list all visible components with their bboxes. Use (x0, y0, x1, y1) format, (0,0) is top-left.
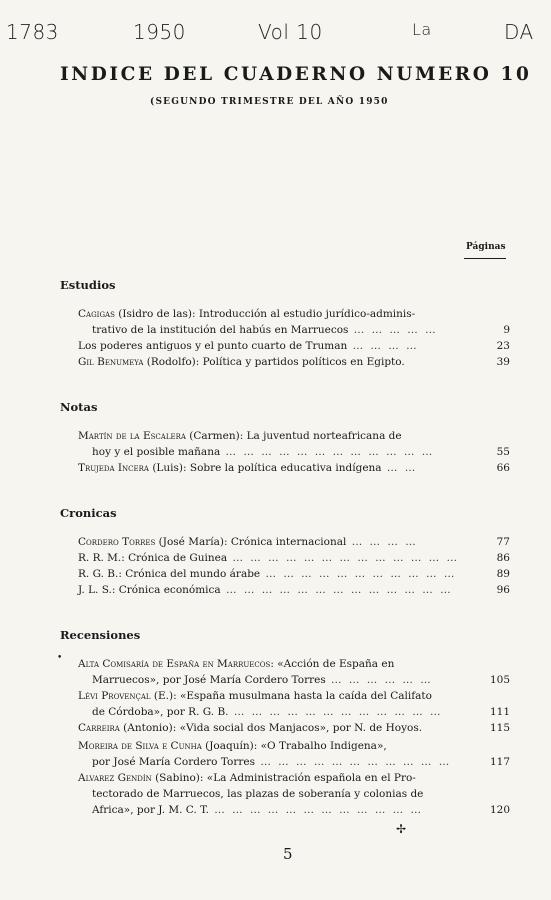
entry-text: hoy y el posible mañana (92, 446, 221, 458)
toc-entry (78, 550, 510, 566)
leader-dots: … … … … … … … … … … … … (220, 446, 435, 458)
toc-entry-line (78, 460, 510, 476)
page-ref: 96 (496, 584, 510, 596)
entry-text: Carreira (Antonio): «Vida social dos Manjacos», por N. de Hoyos. (78, 722, 423, 734)
toc-entry-line (78, 656, 510, 672)
toc-entry-line (78, 786, 510, 802)
handwritten-note-2: 1950 (133, 20, 186, 44)
page-ref: 111 (489, 706, 510, 718)
page-ref: 86 (496, 552, 510, 564)
toc-entry (78, 656, 510, 688)
toc-entry-line (78, 444, 510, 460)
entry-text: trativo de la institución del habús en Marruecos (92, 324, 349, 336)
page-ref: 77 (496, 536, 510, 548)
toc-entry (78, 566, 510, 582)
toc-entry (78, 688, 510, 720)
toc-entry (78, 428, 510, 460)
toc-entry-line (78, 754, 510, 770)
ink-mark: ✢ (396, 822, 407, 836)
page-ref: 105 (489, 674, 510, 686)
leader-dots: … … … … (346, 536, 418, 548)
entry-text: Gil Benumeya (Rodolfo): Política y partidos políticos en Egipto. (78, 356, 405, 368)
toc-entry-line (78, 738, 510, 754)
toc-entry-line (78, 338, 510, 354)
page-ref: 120 (489, 804, 510, 816)
page-ref: 39 (496, 356, 510, 368)
toc-entry (78, 738, 510, 770)
handwritten-note-5: DA (504, 20, 534, 44)
entry-text: J. L. S.: Crónica económica (78, 584, 221, 596)
entry-text: Martín de la Escalera (Carmen): La juventud norteafricana de (78, 430, 402, 442)
page-number: 5 (283, 845, 293, 863)
toc-entry-line (78, 720, 510, 736)
leader-dots: … … … … (347, 340, 419, 352)
toc-entry-line (78, 704, 510, 720)
entry-text: Cordero Torres (José María): Crónica internacional (78, 536, 347, 548)
page-ref: 117 (489, 756, 510, 768)
entry-text: Trujeda Incera (Luis): Sobre la política educativa indígena (78, 462, 382, 474)
toc-entry (78, 306, 510, 338)
entry-text: Cagigas (Isidro de las): Introducción al estudio jurídico-adminis- (78, 308, 416, 320)
section-heading: Recensiones (60, 628, 141, 642)
entry-text: Los poderes antiguos y el punto cuarto de Truman (78, 340, 348, 352)
entry-text: tectorado de Marruecos, las plazas de soberanía y colonias de (92, 788, 424, 800)
entry-text: Marruecos», por José María Cordero Torres (92, 674, 326, 686)
toc-entry-line (78, 306, 510, 322)
toc-entry (78, 460, 510, 476)
section-heading: Cronicas (60, 506, 117, 520)
toc-entry (78, 770, 510, 818)
toc-entry-line (78, 770, 510, 786)
leader-dots: … … … … … … (325, 674, 433, 686)
toc-entry-line (78, 322, 510, 338)
page-ref: 23 (496, 340, 510, 352)
page-ref: 115 (489, 722, 510, 734)
toc-entry-line (78, 428, 510, 444)
page-ref: 66 (496, 462, 510, 474)
leader-dots: … … … … … … … … … … … (255, 756, 452, 768)
entry-text: Lévi Provençal (E.): «España musulmana hasta la caída del Califato (78, 690, 432, 702)
leader-dots: … … … … … … … … … … … (260, 568, 457, 580)
leader-dots: … … … … … … … … … … … … … (227, 552, 460, 564)
entry-text: Moreira de Silva e Cunha (Joaquín): «O Trabalho Indigena», (78, 740, 387, 752)
handwritten-note-4: La (412, 20, 432, 39)
entry-text: Africa», por J. M. C. T. (92, 804, 209, 816)
toc-entry (78, 582, 510, 598)
toc-entry-line (78, 534, 510, 550)
pages-column-header: Páginas (466, 242, 506, 252)
toc-entry-line (78, 802, 510, 818)
leader-dots: … … … … … … … … … … … … … (220, 584, 453, 596)
toc-entry (78, 338, 510, 354)
toc-entry (78, 534, 510, 550)
leader-dots: … … (381, 462, 418, 474)
entry-text: R. R. M.: Crónica de Guinea (78, 552, 228, 564)
toc-entry-line (78, 566, 510, 582)
section-heading: Estudios (60, 278, 116, 292)
page-ref: 55 (496, 446, 510, 458)
handwritten-note-3: Vol 10 (258, 20, 323, 44)
toc-entry-line (78, 582, 510, 598)
toc-entry-line (78, 688, 510, 704)
page-title: INDICE DEL CUADERNO NUMERO 10 (60, 64, 532, 85)
leader-dots: … … … … … … … … … … … … (208, 804, 423, 816)
entry-text: Alvarez Gendín (Sabino): «La Administración española en el Pro- (78, 772, 416, 784)
page-ref: 9 (503, 324, 510, 336)
page-ref: 89 (496, 568, 510, 580)
margin-bullet: • (57, 653, 63, 663)
leader-dots: … … … … … … … … … … … … (228, 706, 443, 718)
entry-text: Alta Comisaría de España en Marruecos: «Acción de España en (78, 658, 395, 670)
header-rule (464, 258, 506, 259)
entry-text: R. G. B.: Crónica del mundo árabe (78, 568, 261, 580)
section-heading: Notas (60, 400, 98, 414)
page-subtitle: (SEGUNDO TRIMESTRE DEL AÑO 1950 (150, 97, 389, 107)
handwritten-note-1: 1783 (6, 20, 59, 44)
entry-text: de Córdoba», por R. G. B. (92, 706, 229, 718)
toc-entry-line (78, 550, 510, 566)
toc-entry (78, 354, 510, 370)
entry-text: por José María Cordero Torres (92, 756, 255, 768)
toc-entry-line (78, 354, 510, 370)
toc-entry (78, 720, 510, 736)
leader-dots: … … … … … (348, 324, 438, 336)
toc-entry-line (78, 672, 510, 688)
